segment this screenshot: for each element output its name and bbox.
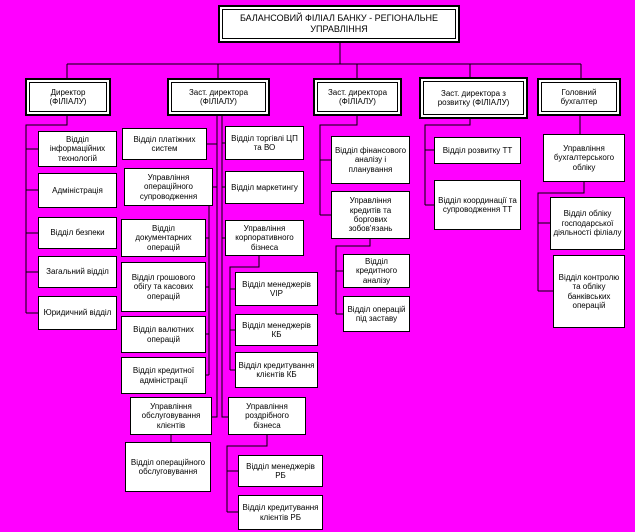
org-node-securities-trade: Відділ торгівлі ЦП та ВО bbox=[225, 126, 304, 160]
org-node-credit-analysis: Відділ кредитного аналізу bbox=[343, 254, 410, 288]
org-node-collateral-ops: Відділ операцій під заставу bbox=[343, 296, 410, 332]
org-node-kb-managers: Відділ менеджерів КБ bbox=[235, 314, 318, 346]
org-node-currency-ops: Відділ валютних операцій bbox=[121, 316, 206, 353]
org-node-payment-systems: Відділ платіжних систем bbox=[122, 128, 207, 160]
org-node-client-service: Управління обслуговування клієнтів bbox=[130, 397, 212, 435]
org-node-administration: Адміністрація bbox=[38, 173, 117, 208]
org-node-tt-development: Відділ розвитку ТТ bbox=[434, 137, 521, 164]
org-node-kb-credit: Відділ кредитування клієнтів КБ bbox=[235, 352, 318, 388]
org-node-rb-managers: Відділ менеджерів РБ bbox=[238, 455, 323, 487]
org-node-vip-managers: Відділ менеджерів VIP bbox=[235, 272, 318, 306]
org-node-general-dept: Загальний відділ bbox=[38, 256, 117, 288]
org-node-corporate-business: Управління корпоративного бізнеса bbox=[225, 220, 304, 256]
org-node-retail-business: Управління роздрібного бізнеса bbox=[228, 397, 306, 435]
org-node-tt-coordination: Відділ координації та супроводження ТТ bbox=[434, 180, 521, 230]
org-node-title: БАЛАНСОВИЙ ФІЛІАЛ БАНКУ - РЕГІОНАЛЬНЕ УПРАВЛІННЯ bbox=[222, 9, 456, 39]
org-node-rb-credit: Відділ кредитування клієнтів РБ bbox=[238, 495, 323, 530]
org-node-economic-accounting: Відділ обліку господарської діяльності філіалу bbox=[550, 197, 625, 250]
org-node-documentary-ops: Відділ документарних операцій bbox=[121, 219, 206, 257]
org-node-op-support: Управління операційного супроводження bbox=[124, 168, 213, 206]
org-node-it-dept: Відділ інформаційних технологій bbox=[38, 131, 117, 167]
org-node-chief-accountant: Головний бухгалтер bbox=[541, 82, 617, 112]
org-node-marketing: Відділ маркетингу bbox=[225, 171, 304, 204]
org-node-security-dept: Відділ безпеки bbox=[38, 217, 117, 249]
org-node-accounting-mgmt: Управління бухгалтерського обліку bbox=[543, 134, 625, 182]
org-node-legal-dept: Юридичний відділ bbox=[38, 296, 117, 330]
org-node-banking-ops-control: Відділ контролю та обліку банківських операцій bbox=[553, 255, 625, 328]
org-node-deputy1: Заст. директора (ФІЛІАЛУ) bbox=[171, 82, 266, 112]
org-node-credit-admin: Відділ кредитної адміністрації bbox=[121, 357, 206, 394]
org-node-deputy2: Заст. директора (ФІЛІАЛУ) bbox=[317, 82, 398, 112]
org-node-credits-mgmt: Управління кредитів та боргових зобов'язань bbox=[331, 191, 410, 239]
org-node-director: Директор (ФІЛІАЛУ) bbox=[29, 82, 107, 112]
org-node-fin-analysis: Відділ фінансового аналізу і планування bbox=[331, 136, 410, 184]
org-node-deputy3: Заст. директора з розвитку (ФІЛІАЛУ) bbox=[423, 81, 524, 115]
org-node-cash-ops: Відділ грошового обігу та касових операцій bbox=[121, 262, 206, 312]
org-node-op-service: Відділ операційного обслуговування bbox=[125, 442, 211, 492]
